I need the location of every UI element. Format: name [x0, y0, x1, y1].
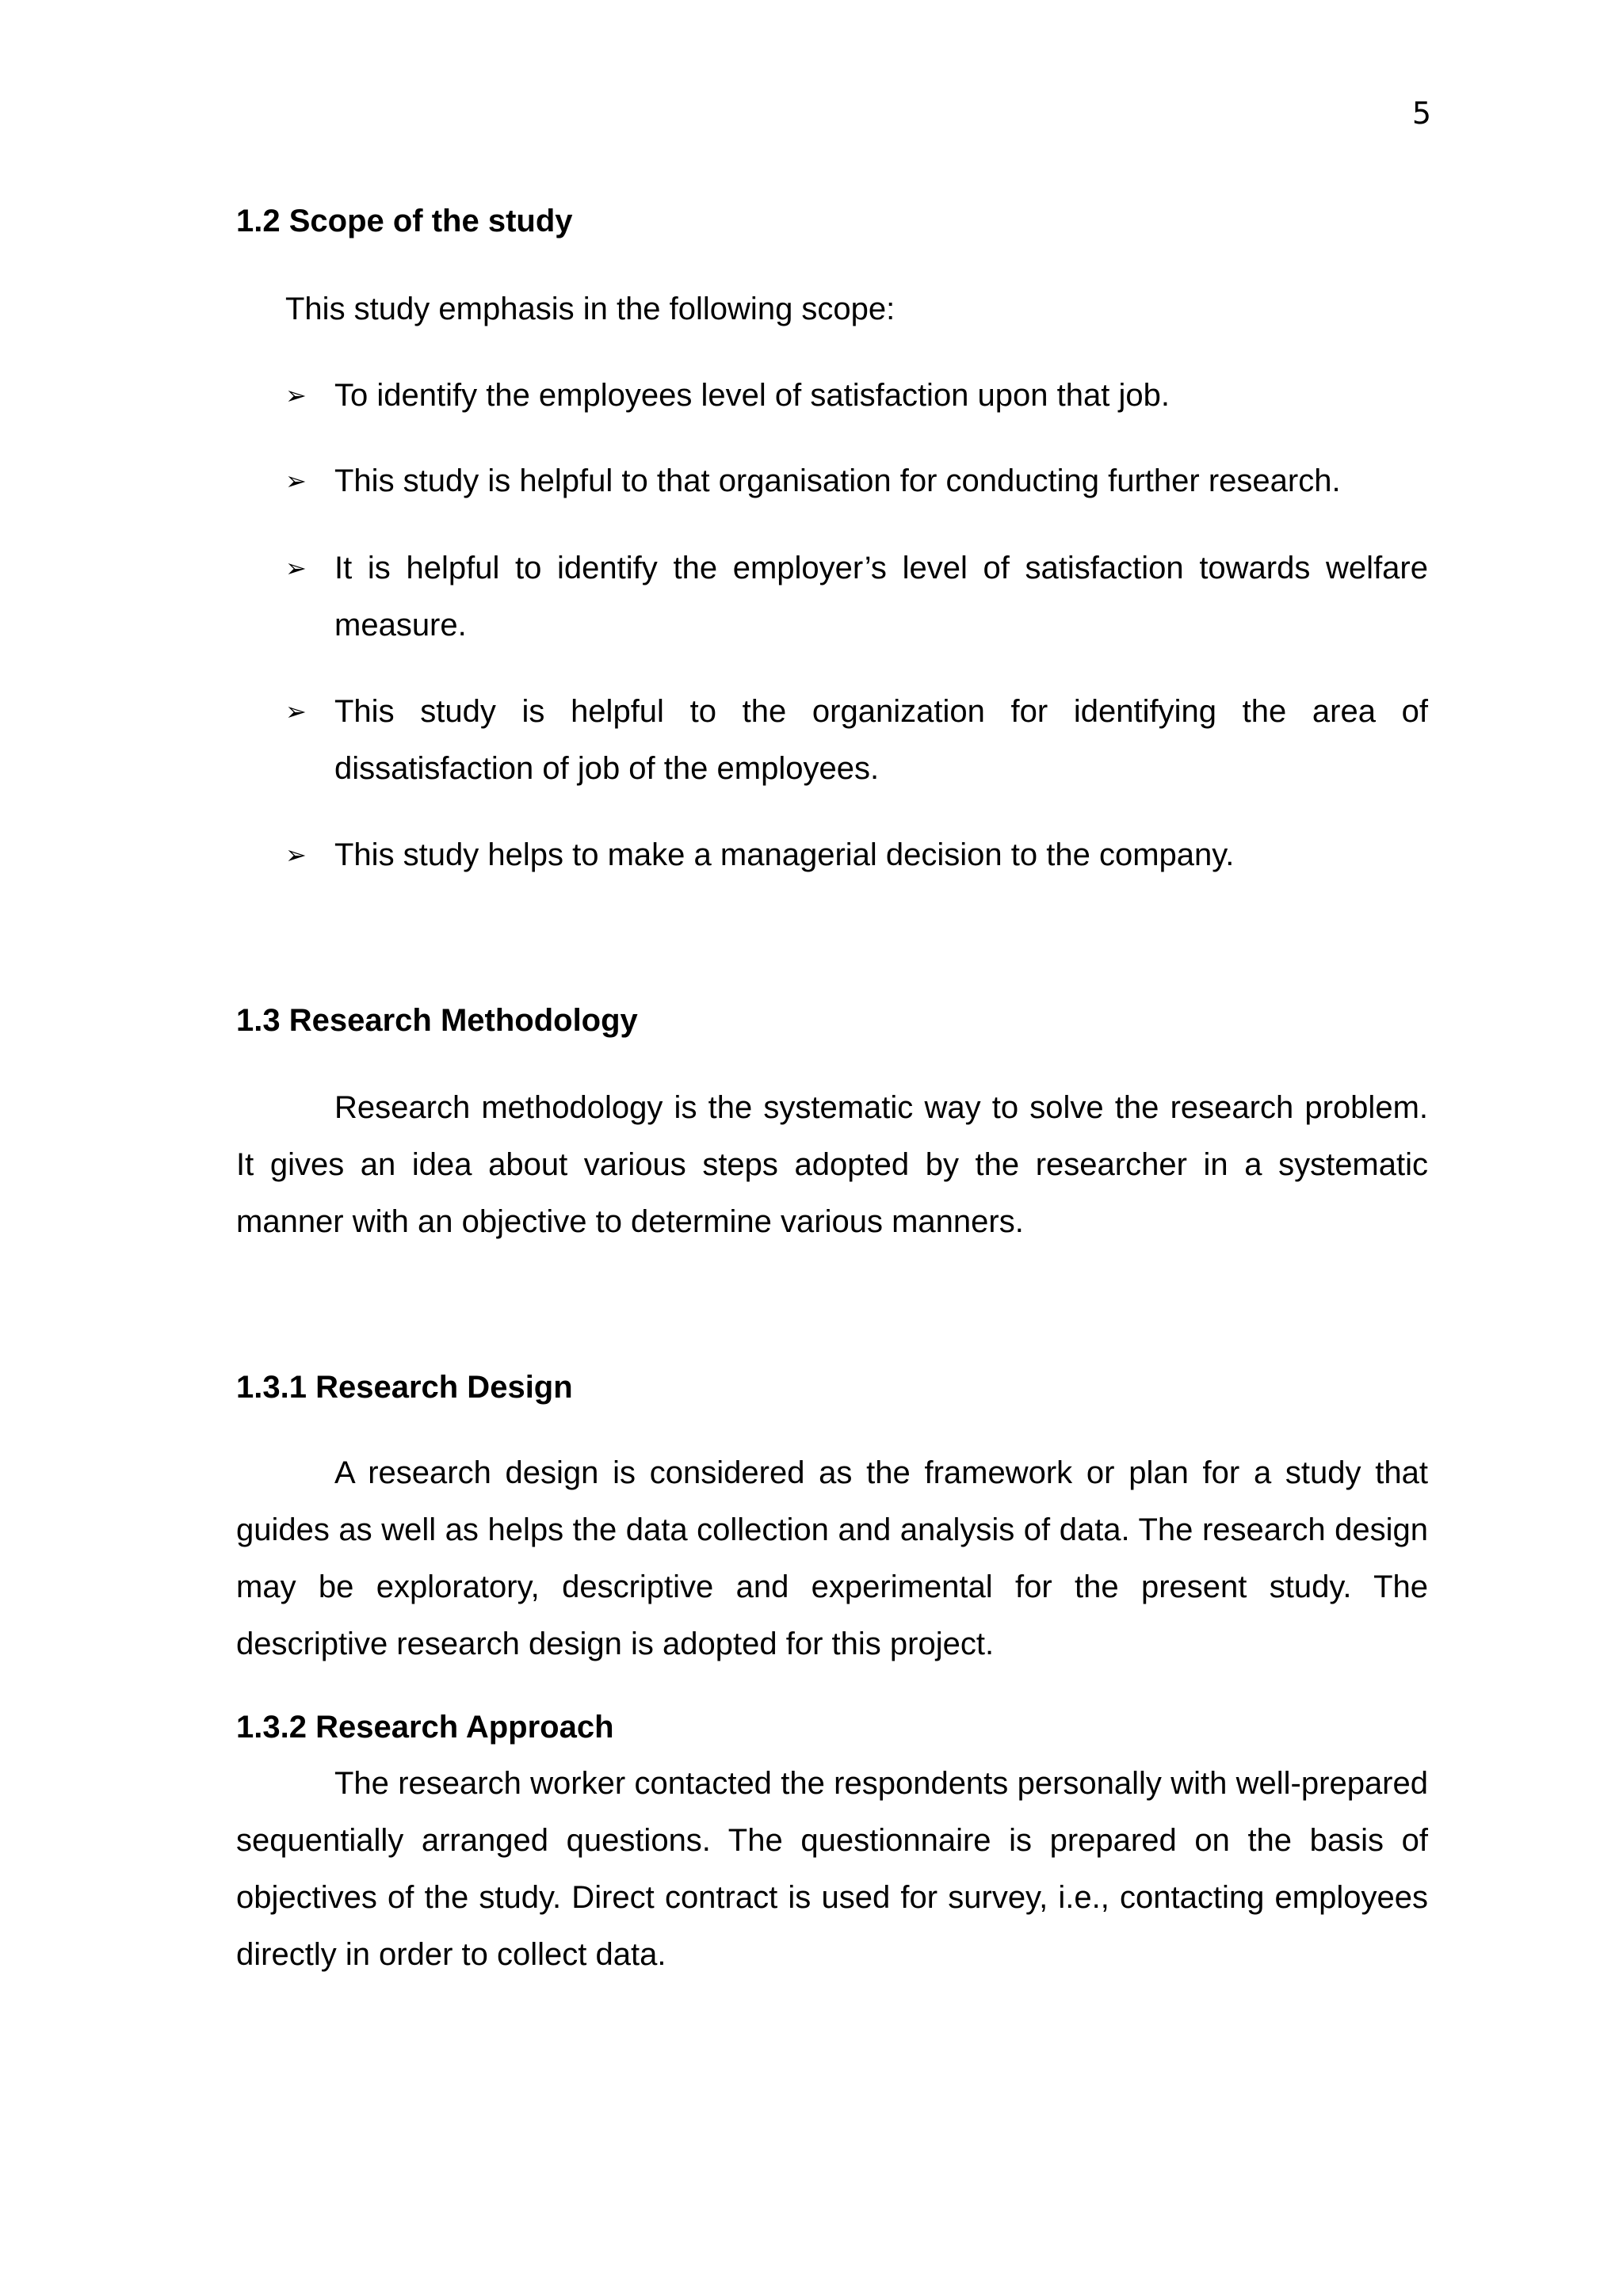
design-heading: 1.3.1 Research Design — [236, 1370, 573, 1405]
page-number: 5 — [1411, 96, 1431, 131]
scope-bullet-3 — [285, 540, 1428, 654]
bullet-text: This study is helpful to that organisation for conducting further research. — [334, 463, 1341, 498]
arrow-bullet-icon: ➢ — [285, 380, 307, 410]
bullet-text: This study is helpful to the organization for identifying the area of dissatisfaction of job of the employees. — [334, 694, 1428, 786]
bullet-text: This study helps to make a managerial decision to the company. — [334, 837, 1235, 872]
arrow-bullet-icon: ➢ — [285, 840, 307, 870]
bullet-text: To identify the employees level of satisfaction upon that job. — [334, 378, 1170, 413]
methodology-paragraph: Research methodology is the systematic way to solve the research problem. It gives an idea about various steps adopted by the researcher in a systematic manner with an objective to determine various manners. — [236, 1090, 1428, 1239]
arrow-bullet-icon: ➢ — [285, 466, 307, 496]
approach-heading: 1.3.2 Research Approach — [236, 1710, 614, 1745]
arrow-bullet-icon: ➢ — [285, 553, 307, 583]
scope-heading: 1.2 Scope of the study — [236, 204, 573, 238]
design-paragraph: A research design is considered as the framework or plan for a study that guides as well as helps the data collection and analysis of data. The research design may be exploratory, descriptive and experimental for the present study. The descriptive research design is adopted for this project. — [236, 1455, 1428, 1661]
methodology-heading: 1.3 Research Methodology — [236, 1003, 638, 1038]
scope-intro: This study emphasis in the following scope: — [285, 292, 896, 326]
scope-bullet-4 — [285, 683, 1428, 797]
approach-paragraph: The research worker contacted the respondents personally with well-prepared sequentially arranged questions. The questionnaire is prepared on the basis of objectives of the study. Direct contract is used for survey, i.e., contacting employees directly in order to collect data. — [236, 1766, 1428, 1972]
scope-bullet-5 — [285, 826, 1428, 883]
scope-bullet-2 — [285, 452, 1428, 509]
bullet-text: It is helpful to identify the employer’s level of satisfaction towards welfare measure. — [334, 551, 1428, 643]
arrow-bullet-icon: ➢ — [285, 696, 307, 727]
scope-bullet-1 — [285, 367, 1428, 424]
